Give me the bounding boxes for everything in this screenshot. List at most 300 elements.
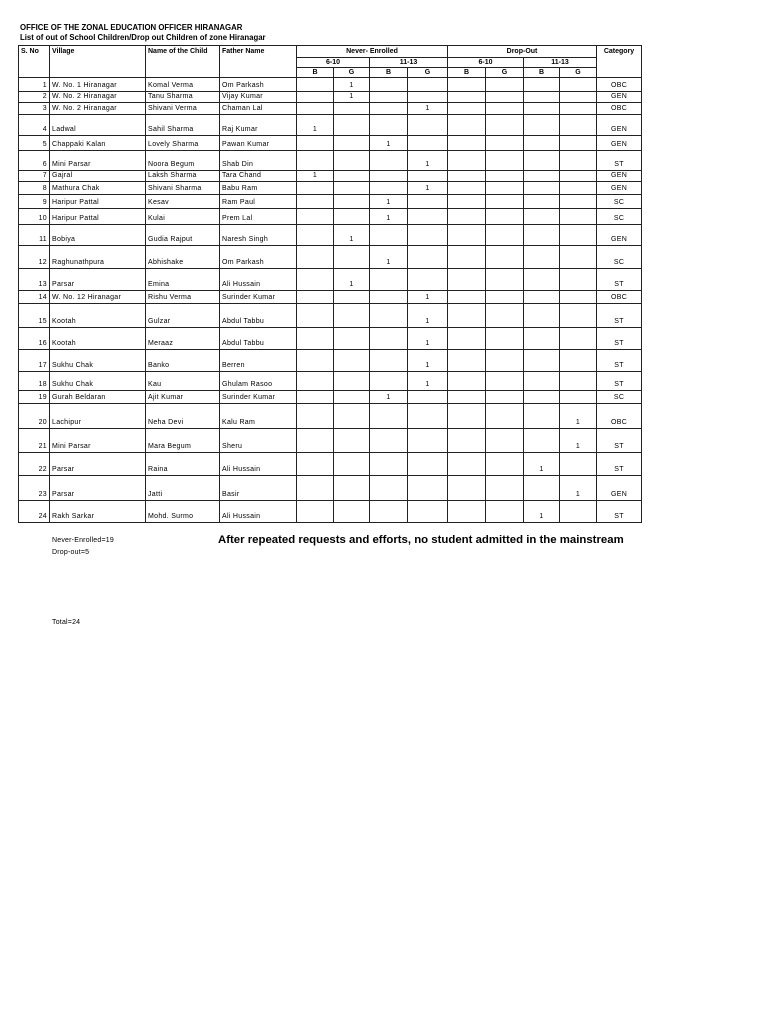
table-row	[19, 225, 642, 246]
cell-never-enrolled-11-13-girls	[408, 269, 448, 291]
cell-sno: 16	[19, 328, 50, 350]
cell-village: W. No. 2 Hiranagar	[50, 92, 146, 103]
cell-sno: 17	[19, 350, 50, 372]
cell-never-enrolled-11-13-boys	[370, 404, 408, 429]
cell-never-enrolled-11-13-boys	[370, 151, 408, 171]
cell-village: Parsar	[50, 269, 146, 291]
cell-never-enrolled-11-13-girls	[408, 209, 448, 225]
cell-never-enrolled-6-10-boys	[297, 328, 334, 350]
cell-never-enrolled-6-10-girls	[334, 103, 370, 115]
cell-father-name: Om Parkash	[220, 246, 297, 269]
cell-never-enrolled-6-10-girls	[334, 115, 370, 136]
cell-drop-out-11-13-girls: 1	[560, 429, 597, 453]
drop-out-6-10-boys-header: B	[448, 68, 486, 78]
cell-village: Gajral	[50, 171, 146, 182]
cell-never-enrolled-6-10-boys	[297, 269, 334, 291]
cell-drop-out-11-13-boys	[524, 225, 560, 246]
cell-village: Gurah Beldaran	[50, 391, 146, 404]
cell-never-enrolled-6-10-boys	[297, 372, 334, 391]
cell-father-name: Ali Hussain	[220, 453, 297, 476]
cell-village: Lachipur	[50, 404, 146, 429]
cell-father-name: Chaman Lal	[220, 103, 297, 115]
cell-never-enrolled-6-10-boys	[297, 92, 334, 103]
cell-child-name: Neha Devi	[146, 404, 220, 429]
cell-drop-out-6-10-girls	[486, 103, 524, 115]
table-header	[19, 46, 642, 78]
table-row	[19, 171, 642, 182]
cell-drop-out-6-10-girls	[486, 350, 524, 372]
cell-category: OBC	[597, 78, 642, 92]
cell-category: ST	[597, 429, 642, 453]
cell-category: GEN	[597, 171, 642, 182]
cell-category: ST	[597, 350, 642, 372]
cell-never-enrolled-11-13-boys	[370, 350, 408, 372]
table-row	[19, 115, 642, 136]
cell-never-enrolled-6-10-girls: 1	[334, 78, 370, 92]
cell-sno: 6	[19, 151, 50, 171]
cell-never-enrolled-11-13-girls	[408, 404, 448, 429]
cell-never-enrolled-6-10-girls	[334, 429, 370, 453]
cell-drop-out-6-10-girls	[486, 501, 524, 523]
cell-child-name: Sahil Sharma	[146, 115, 220, 136]
cell-village: Sukhu Chak	[50, 372, 146, 391]
table-row	[19, 391, 642, 404]
cell-drop-out-6-10-boys	[448, 328, 486, 350]
cell-village: Rakh Sarkar	[50, 501, 146, 523]
cell-drop-out-11-13-boys: 1	[524, 453, 560, 476]
cell-never-enrolled-6-10-girls	[334, 151, 370, 171]
cell-never-enrolled-6-10-boys	[297, 225, 334, 246]
cell-drop-out-6-10-girls	[486, 304, 524, 328]
cell-never-enrolled-11-13-girls	[408, 225, 448, 246]
table-row	[19, 501, 642, 523]
cell-father-name: Surinder Kumar	[220, 391, 297, 404]
table-row	[19, 328, 642, 350]
cell-drop-out-11-13-girls	[560, 225, 597, 246]
cell-never-enrolled-6-10-girls	[334, 136, 370, 151]
cell-drop-out-6-10-girls	[486, 476, 524, 501]
cell-child-name: Mohd. Surmo	[146, 501, 220, 523]
cell-child-name: Kau	[146, 372, 220, 391]
cell-drop-out-6-10-boys	[448, 195, 486, 209]
table-row	[19, 209, 642, 225]
cell-village: W. No. 1 Hiranagar	[50, 78, 146, 92]
table-row	[19, 404, 642, 429]
cell-never-enrolled-11-13-girls: 1	[408, 103, 448, 115]
cell-drop-out-6-10-girls	[486, 453, 524, 476]
cell-never-enrolled-11-13-boys	[370, 372, 408, 391]
cell-drop-out-11-13-girls	[560, 78, 597, 92]
never-enrolled-6-10-girls-header: G	[334, 68, 370, 78]
cell-never-enrolled-11-13-girls	[408, 501, 448, 523]
cell-father-name: Kalu Ram	[220, 404, 297, 429]
cell-village: Chappaki Kalan	[50, 136, 146, 151]
cell-never-enrolled-6-10-girls	[334, 453, 370, 476]
cell-child-name: Gudia Rajput	[146, 225, 220, 246]
cell-category: ST	[597, 453, 642, 476]
cell-child-name: Rishu Verma	[146, 291, 220, 304]
cell-drop-out-11-13-girls	[560, 151, 597, 171]
cell-drop-out-6-10-boys	[448, 429, 486, 453]
cell-drop-out-11-13-boys	[524, 269, 560, 291]
cell-child-name: Raina	[146, 453, 220, 476]
cell-sno: 23	[19, 476, 50, 501]
cell-category: GEN	[597, 476, 642, 501]
cell-village: Sukhu Chak	[50, 350, 146, 372]
cell-child-name: Ajit Kumar	[146, 391, 220, 404]
cell-category: ST	[597, 328, 642, 350]
cell-father-name: Naresh Singh	[220, 225, 297, 246]
cell-village: Kootah	[50, 304, 146, 328]
col-header-father-name: Father Name	[220, 46, 297, 78]
cell-father-name: Pawan Kumar	[220, 136, 297, 151]
cell-sno: 8	[19, 182, 50, 195]
cell-drop-out-6-10-girls	[486, 209, 524, 225]
cell-category: GEN	[597, 225, 642, 246]
cell-never-enrolled-11-13-girls	[408, 453, 448, 476]
cell-never-enrolled-6-10-girls: 1	[334, 92, 370, 103]
cell-never-enrolled-6-10-boys	[297, 429, 334, 453]
cell-father-name: Ram Paul	[220, 195, 297, 209]
cell-category: ST	[597, 501, 642, 523]
cell-never-enrolled-6-10-boys	[297, 195, 334, 209]
cell-drop-out-6-10-girls	[486, 78, 524, 92]
col-header-sno: S. No	[19, 46, 50, 78]
cell-drop-out-11-13-girls	[560, 182, 597, 195]
cell-never-enrolled-6-10-boys: 1	[297, 171, 334, 182]
cell-village: Mini Parsar	[50, 429, 146, 453]
col-header-child-name: Name of the Child	[146, 46, 220, 78]
cell-drop-out-6-10-boys	[448, 350, 486, 372]
cell-child-name: Noora Begum	[146, 151, 220, 171]
cell-drop-out-11-13-girls	[560, 115, 597, 136]
cell-drop-out-6-10-girls	[486, 136, 524, 151]
col-header-never-enrolled: Never- Enrolled	[297, 46, 448, 58]
cell-child-name: Shivani Verma	[146, 103, 220, 115]
cell-drop-out-6-10-girls	[486, 328, 524, 350]
cell-child-name: Kulai	[146, 209, 220, 225]
cell-never-enrolled-6-10-boys	[297, 103, 334, 115]
cell-category: SC	[597, 209, 642, 225]
col-header-category: Category	[597, 46, 642, 78]
table-row	[19, 350, 642, 372]
cell-never-enrolled-11-13-boys: 1	[370, 246, 408, 269]
cell-never-enrolled-11-13-girls	[408, 171, 448, 182]
cell-village: Mathura Chak	[50, 182, 146, 195]
cell-never-enrolled-6-10-girls	[334, 501, 370, 523]
cell-drop-out-11-13-boys	[524, 429, 560, 453]
cell-category: GEN	[597, 182, 642, 195]
cell-never-enrolled-6-10-boys	[297, 501, 334, 523]
cell-never-enrolled-6-10-girls	[334, 328, 370, 350]
cell-never-enrolled-6-10-boys	[297, 291, 334, 304]
table-row	[19, 304, 642, 328]
cell-sno: 4	[19, 115, 50, 136]
cell-never-enrolled-6-10-boys	[297, 209, 334, 225]
cell-drop-out-6-10-boys	[448, 103, 486, 115]
cell-sno: 18	[19, 372, 50, 391]
cell-drop-out-11-13-girls	[560, 246, 597, 269]
cell-drop-out-11-13-girls	[560, 209, 597, 225]
cell-never-enrolled-11-13-boys	[370, 501, 408, 523]
cell-drop-out-11-13-boys	[524, 391, 560, 404]
cell-drop-out-11-13-boys	[524, 103, 560, 115]
cell-never-enrolled-6-10-boys	[297, 136, 334, 151]
cell-never-enrolled-11-13-boys: 1	[370, 195, 408, 209]
cell-drop-out-6-10-girls	[486, 372, 524, 391]
cell-sno: 12	[19, 246, 50, 269]
cell-father-name: Shab Din	[220, 151, 297, 171]
cell-never-enrolled-6-10-boys: 1	[297, 115, 334, 136]
cell-category: ST	[597, 304, 642, 328]
drop-out-11-13-girls-header: G	[560, 68, 597, 78]
cell-never-enrolled-11-13-girls	[408, 476, 448, 501]
cell-drop-out-11-13-boys	[524, 304, 560, 328]
cell-child-name: Mara Begum	[146, 429, 220, 453]
table-row	[19, 136, 642, 151]
never-enrolled-11-13-boys-header: B	[370, 68, 408, 78]
cell-village: Bobiya	[50, 225, 146, 246]
cell-never-enrolled-6-10-girls	[334, 391, 370, 404]
cell-drop-out-6-10-boys	[448, 304, 486, 328]
cell-father-name: Abdul Tabbu	[220, 304, 297, 328]
cell-village: W. No. 12 Hiranagar	[50, 291, 146, 304]
cell-drop-out-11-13-girls: 1	[560, 404, 597, 429]
cell-drop-out-11-13-boys	[524, 115, 560, 136]
cell-drop-out-6-10-boys	[448, 391, 486, 404]
cell-drop-out-6-10-girls	[486, 404, 524, 429]
cell-drop-out-6-10-boys	[448, 501, 486, 523]
cell-never-enrolled-11-13-girls	[408, 429, 448, 453]
cell-drop-out-11-13-girls	[560, 92, 597, 103]
cell-sno: 10	[19, 209, 50, 225]
cell-never-enrolled-6-10-girls	[334, 209, 370, 225]
cell-drop-out-6-10-girls	[486, 195, 524, 209]
cell-sno: 22	[19, 453, 50, 476]
table-row	[19, 246, 642, 269]
cell-drop-out-6-10-girls	[486, 291, 524, 304]
cell-drop-out-11-13-boys	[524, 350, 560, 372]
table-row	[19, 476, 642, 501]
cell-drop-out-6-10-girls	[486, 182, 524, 195]
cell-village: W. No. 2 Hiranagar	[50, 103, 146, 115]
cell-never-enrolled-6-10-boys	[297, 453, 334, 476]
cell-never-enrolled-11-13-boys	[370, 304, 408, 328]
cell-village: Raghunathpura	[50, 246, 146, 269]
table-row	[19, 269, 642, 291]
cell-drop-out-6-10-boys	[448, 171, 486, 182]
cell-drop-out-11-13-boys	[524, 246, 560, 269]
table-row	[19, 372, 642, 391]
cell-never-enrolled-6-10-girls	[334, 291, 370, 304]
cell-drop-out-6-10-girls	[486, 429, 524, 453]
cell-never-enrolled-11-13-boys	[370, 182, 408, 195]
cell-sno: 20	[19, 404, 50, 429]
cell-village: Parsar	[50, 453, 146, 476]
cell-never-enrolled-11-13-girls: 1	[408, 304, 448, 328]
children-table	[18, 45, 642, 523]
cell-drop-out-6-10-girls	[486, 391, 524, 404]
cell-drop-out-6-10-boys	[448, 209, 486, 225]
cell-never-enrolled-11-13-boys	[370, 171, 408, 182]
cell-village: Parsar	[50, 476, 146, 501]
cell-child-name: Abhishake	[146, 246, 220, 269]
cell-sno: 21	[19, 429, 50, 453]
cell-drop-out-11-13-girls	[560, 171, 597, 182]
cell-child-name: Banko	[146, 350, 220, 372]
cell-drop-out-6-10-boys	[448, 115, 486, 136]
cell-drop-out-11-13-girls	[560, 391, 597, 404]
cell-never-enrolled-6-10-boys	[297, 246, 334, 269]
cell-village: Haripur Pattal	[50, 195, 146, 209]
cell-village: Mini Parsar	[50, 151, 146, 171]
cell-never-enrolled-11-13-boys	[370, 115, 408, 136]
cell-drop-out-6-10-boys	[448, 182, 486, 195]
cell-sno: 3	[19, 103, 50, 115]
cell-village: Ladwal	[50, 115, 146, 136]
cell-never-enrolled-6-10-boys	[297, 304, 334, 328]
cell-father-name: Vijay Kumar	[220, 92, 297, 103]
table-body	[19, 78, 642, 523]
cell-never-enrolled-11-13-boys: 1	[370, 391, 408, 404]
cell-child-name: Meraaz	[146, 328, 220, 350]
cell-father-name: Tara Chand	[220, 171, 297, 182]
cell-father-name: Prem Lal	[220, 209, 297, 225]
cell-child-name: Shivani Sharma	[146, 182, 220, 195]
cell-never-enrolled-6-10-boys	[297, 404, 334, 429]
cell-drop-out-11-13-boys	[524, 136, 560, 151]
cell-drop-out-11-13-girls	[560, 269, 597, 291]
cell-category: OBC	[597, 103, 642, 115]
cell-never-enrolled-6-10-boys	[297, 182, 334, 195]
cell-father-name: Om Parkash	[220, 78, 297, 92]
cell-drop-out-11-13-girls	[560, 195, 597, 209]
col-header-drop-out: Drop-Out	[448, 46, 597, 58]
table-row	[19, 151, 642, 171]
cell-drop-out-6-10-boys	[448, 92, 486, 103]
cell-child-name: Jatti	[146, 476, 220, 501]
cell-drop-out-11-13-girls	[560, 291, 597, 304]
cell-father-name: Sheru	[220, 429, 297, 453]
cell-drop-out-6-10-girls	[486, 225, 524, 246]
cell-father-name: Berren	[220, 350, 297, 372]
cell-never-enrolled-6-10-girls	[334, 476, 370, 501]
cell-never-enrolled-11-13-boys	[370, 429, 408, 453]
never-enrolled-6-10-boys-header: B	[297, 68, 334, 78]
cell-never-enrolled-6-10-girls	[334, 246, 370, 269]
cell-never-enrolled-11-13-girls: 1	[408, 372, 448, 391]
cell-drop-out-11-13-boys	[524, 372, 560, 391]
drop-out-6-10-girls-header: G	[486, 68, 524, 78]
cell-drop-out-6-10-boys	[448, 225, 486, 246]
cell-child-name: Laksh Sharma	[146, 171, 220, 182]
cell-category: ST	[597, 372, 642, 391]
cell-never-enrolled-11-13-boys	[370, 453, 408, 476]
office-title: OFFICE OF THE ZONAL EDUCATION OFFICER HIRANAGAR	[20, 23, 243, 32]
cell-sno: 2	[19, 92, 50, 103]
cell-drop-out-11-13-boys	[524, 404, 560, 429]
table-row	[19, 291, 642, 304]
table-row	[19, 453, 642, 476]
drop-out-total: Drop-out=5	[52, 549, 90, 556]
cell-never-enrolled-11-13-girls	[408, 195, 448, 209]
cell-never-enrolled-11-13-boys	[370, 291, 408, 304]
cell-never-enrolled-6-10-boys	[297, 476, 334, 501]
cell-drop-out-6-10-boys	[448, 246, 486, 269]
cell-never-enrolled-6-10-girls	[334, 404, 370, 429]
cell-drop-out-11-13-girls	[560, 453, 597, 476]
cell-category: GEN	[597, 92, 642, 103]
cell-drop-out-11-13-boys	[524, 291, 560, 304]
cell-never-enrolled-11-13-girls: 1	[408, 182, 448, 195]
cell-never-enrolled-6-10-girls	[334, 195, 370, 209]
cell-drop-out-6-10-boys	[448, 151, 486, 171]
cell-never-enrolled-6-10-boys	[297, 391, 334, 404]
table-row	[19, 182, 642, 195]
table-row	[19, 103, 642, 115]
cell-never-enrolled-11-13-girls	[408, 391, 448, 404]
cell-drop-out-6-10-girls	[486, 246, 524, 269]
cell-drop-out-11-13-girls	[560, 350, 597, 372]
cell-sno: 11	[19, 225, 50, 246]
cell-never-enrolled-11-13-boys: 1	[370, 136, 408, 151]
table-row	[19, 92, 642, 103]
cell-father-name: Surinder Kumar	[220, 291, 297, 304]
cell-drop-out-6-10-boys	[448, 78, 486, 92]
never-enrolled-11-13-header: 11-13	[370, 58, 448, 68]
cell-never-enrolled-11-13-boys	[370, 328, 408, 350]
cell-drop-out-6-10-boys	[448, 372, 486, 391]
cell-drop-out-11-13-boys	[524, 151, 560, 171]
cell-drop-out-6-10-girls	[486, 115, 524, 136]
cell-never-enrolled-11-13-boys	[370, 269, 408, 291]
cell-never-enrolled-11-13-girls: 1	[408, 328, 448, 350]
header-row-main	[19, 46, 642, 58]
cell-drop-out-11-13-boys: 1	[524, 501, 560, 523]
cell-sno: 7	[19, 171, 50, 182]
cell-child-name: Lovely Sharma	[146, 136, 220, 151]
cell-drop-out-6-10-boys	[448, 404, 486, 429]
never-enrolled-6-10-header: 6-10	[297, 58, 370, 68]
cell-father-name: Ali Hussain	[220, 269, 297, 291]
cell-never-enrolled-11-13-girls	[408, 78, 448, 92]
cell-drop-out-6-10-boys	[448, 136, 486, 151]
cell-category: OBC	[597, 291, 642, 304]
never-enrolled-11-13-girls-header: G	[408, 68, 448, 78]
cell-drop-out-11-13-boys	[524, 92, 560, 103]
cell-father-name: Ghulam Rasoo	[220, 372, 297, 391]
cell-child-name: Tanu Sharma	[146, 92, 220, 103]
cell-never-enrolled-11-13-girls	[408, 136, 448, 151]
cell-category: GEN	[597, 136, 642, 151]
cell-never-enrolled-6-10-girls	[334, 171, 370, 182]
cell-father-name: Babu Ram	[220, 182, 297, 195]
cell-drop-out-11-13-girls	[560, 328, 597, 350]
cell-never-enrolled-6-10-girls	[334, 350, 370, 372]
cell-drop-out-11-13-girls	[560, 304, 597, 328]
grand-total: Total=24	[52, 619, 81, 626]
cell-drop-out-11-13-girls	[560, 136, 597, 151]
table-row	[19, 429, 642, 453]
cell-never-enrolled-6-10-boys	[297, 350, 334, 372]
list-title: List of out of School Children/Drop out Children of zone Hiranagar	[20, 33, 266, 42]
cell-never-enrolled-6-10-girls	[334, 182, 370, 195]
drop-out-6-10-header: 6-10	[448, 58, 524, 68]
cell-drop-out-6-10-boys	[448, 269, 486, 291]
cell-father-name: Ali Hussain	[220, 501, 297, 523]
cell-drop-out-6-10-girls	[486, 171, 524, 182]
cell-sno: 13	[19, 269, 50, 291]
